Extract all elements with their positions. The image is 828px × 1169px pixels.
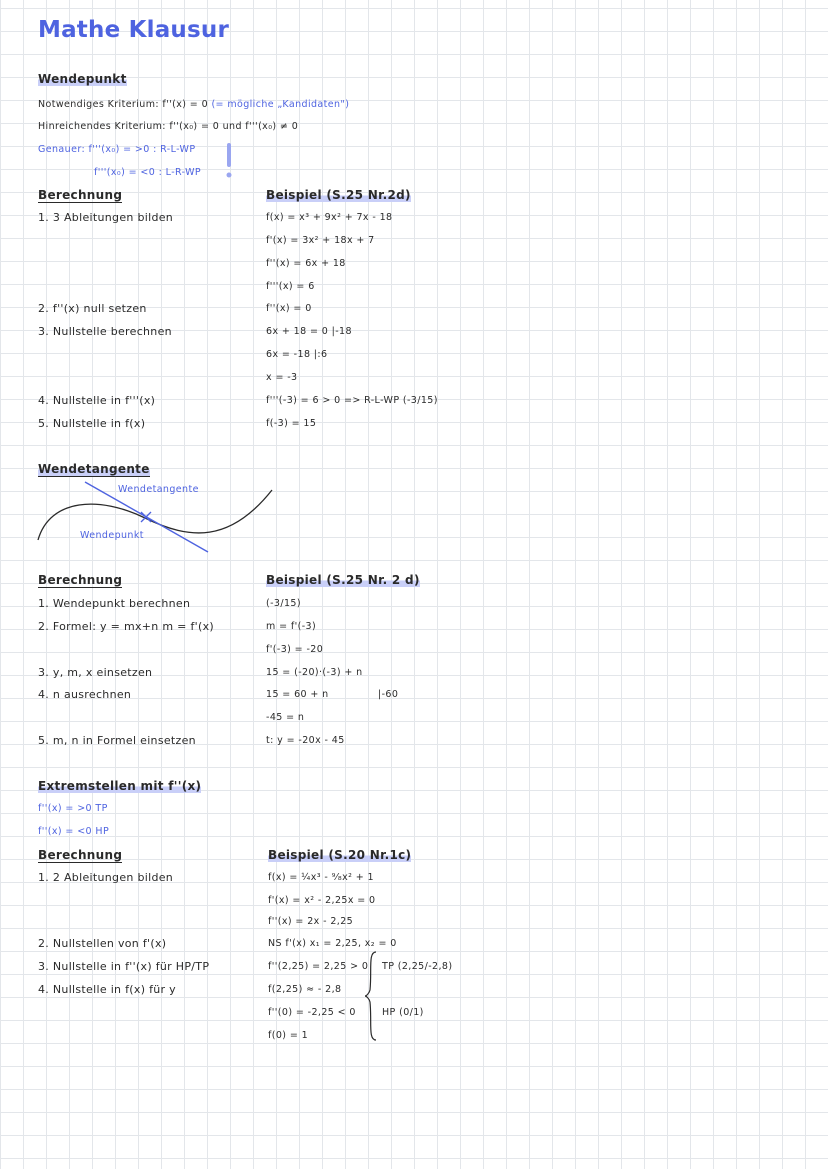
berechnung1-step-1: 1. 3 Ableitungen bilden bbox=[38, 211, 174, 224]
beispiel3-line-2: f'(x) = x² - 2,25x = 0 bbox=[268, 895, 376, 906]
berechnung1-step-3: 3. Nullstelle berechnen bbox=[38, 325, 172, 338]
beispiel2-line-5: 15 = 60 + n bbox=[266, 689, 329, 700]
extrem-hp: f''(x) = <0 HP bbox=[38, 826, 110, 837]
hinreichend-line: Hinreichendes Kriterium: f''(x₀) = 0 und f'''(x₀) ≠ 0 bbox=[38, 121, 299, 132]
beispiel1-line-7: 6x = -18 |:6 bbox=[266, 349, 328, 360]
beispiel3-line-7: f''(0) = -2,25 < 0 bbox=[268, 1007, 356, 1018]
beispiel3-line-8: f(0) = 1 bbox=[268, 1030, 309, 1041]
beispiel1-line-10: f(-3) = 15 bbox=[266, 418, 317, 429]
beispiel3-line-5: f''(2,25) = 2,25 > 0 bbox=[268, 961, 369, 972]
page-title: Mathe Klausur bbox=[38, 17, 229, 43]
berechnung2-step-5: 5. m, n in Formel einsetzen bbox=[38, 734, 196, 747]
result-brace-icon bbox=[364, 950, 378, 1042]
extrem-tp: f''(x) = >0 TP bbox=[38, 803, 108, 814]
beispiel1-line-1: f(x) = x³ + 9x² + 7x - 18 bbox=[266, 212, 393, 223]
beispiel3-line-4: NS f'(x) x₁ = 2,25, x₂ = 0 bbox=[268, 938, 397, 949]
berechnung-heading-2: Berechnung bbox=[38, 573, 123, 587]
berechnung1-step-2: 2. f''(x) null setzen bbox=[38, 302, 147, 315]
beispiel2-line-3: f'(-3) = -20 bbox=[266, 644, 324, 655]
beispiel1-line-9: f'''(-3) = 6 > 0 => R-L-WP (-3/15) bbox=[266, 395, 438, 406]
beispiel1-line-2: f'(x) = 3x² + 18x + 7 bbox=[266, 235, 375, 246]
berechnung-heading-3: Berechnung bbox=[38, 848, 123, 862]
berechnung3-step-1: 1. 2 Ableitungen bilden bbox=[38, 871, 174, 884]
beispiel2-line-4: 15 = (-20)·(-3) + n bbox=[266, 667, 363, 678]
beispiel2-line-8: t: y = -20x - 45 bbox=[266, 735, 345, 746]
exclamation-icon bbox=[224, 143, 234, 179]
berechnung3-step-4: 4. Nullstelle in f(x) für y bbox=[38, 983, 176, 996]
beispiel2-line-6: |-60 bbox=[378, 689, 399, 700]
beispiel3-hp-result: HP (0/1) bbox=[382, 1007, 424, 1018]
beispiel2-line-7: -45 = n bbox=[266, 712, 305, 723]
extrem-heading: Extremstellen mit f''(x) bbox=[38, 779, 202, 793]
beispiel1-line-6: 6x + 18 = 0 |-18 bbox=[266, 326, 352, 337]
point-label: Wendepunkt bbox=[80, 530, 144, 541]
beispiel-heading-1: Beispiel (S.25 Nr.2d) bbox=[266, 188, 411, 202]
wendetangente-heading: Wendetangente bbox=[38, 462, 150, 476]
berechnung1-step-4: 4. Nullstelle in f'''(x) bbox=[38, 394, 156, 407]
notwendig-note: (= mögliche „Kandidaten") bbox=[211, 99, 350, 110]
berechnung1-step-5: 5. Nullstelle in f(x) bbox=[38, 417, 146, 430]
berechnung3-step-2: 2. Nullstellen von f'(x) bbox=[38, 937, 167, 950]
beispiel1-line-3: f''(x) = 6x + 18 bbox=[266, 258, 346, 269]
beispiel-heading-2: Beispiel (S.25 Nr. 2 d) bbox=[266, 573, 420, 587]
beispiel1-line-5: f''(x) = 0 bbox=[266, 303, 312, 314]
genauer-line-1: Genauer: f'''(x₀) = >0 : R-L-WP bbox=[38, 144, 196, 155]
beispiel1-line-4: f'''(x) = 6 bbox=[266, 281, 315, 292]
notwendig-text: Notwendiges Kriterium: f''(x) = 0 bbox=[38, 99, 212, 110]
wendepunkt-heading: Wendepunkt bbox=[38, 72, 127, 86]
beispiel3-line-6: f(2,25) ≈ - 2,8 bbox=[268, 984, 342, 995]
berechnung-heading-1: Berechnung bbox=[38, 188, 123, 202]
berechnung2-step-1: 1. Wendepunkt berechnen bbox=[38, 597, 191, 610]
beispiel2-line-1: (-3/15) bbox=[266, 598, 301, 609]
beispiel3-line-1: f(x) = ¼x³ - ⁹⁄₈x² + 1 bbox=[268, 872, 374, 883]
berechnung3-step-3: 3. Nullstelle in f''(x) für HP/TP bbox=[38, 960, 210, 973]
genauer-line-2: f'''(x₀) = <0 : L-R-WP bbox=[94, 167, 202, 178]
berechnung2-step-3: 3. y, m, x einsetzen bbox=[38, 666, 153, 679]
berechnung2-step-4: 4. n ausrechnen bbox=[38, 688, 132, 701]
tangent-label: Wendetangente bbox=[118, 484, 199, 495]
beispiel1-line-8: x = -3 bbox=[266, 372, 298, 383]
beispiel-heading-3: Beispiel (S.20 Nr.1c) bbox=[268, 848, 412, 862]
beispiel2-line-2: m = f'(-3) bbox=[266, 621, 317, 632]
notwendig-line bbox=[38, 98, 349, 112]
beispiel3-tp-result: TP (2,25/-2,8) bbox=[382, 961, 453, 972]
beispiel3-line-3: f''(x) = 2x - 2,25 bbox=[268, 916, 354, 927]
berechnung2-step-2: 2. Formel: y = mx+n m = f'(x) bbox=[38, 620, 214, 633]
